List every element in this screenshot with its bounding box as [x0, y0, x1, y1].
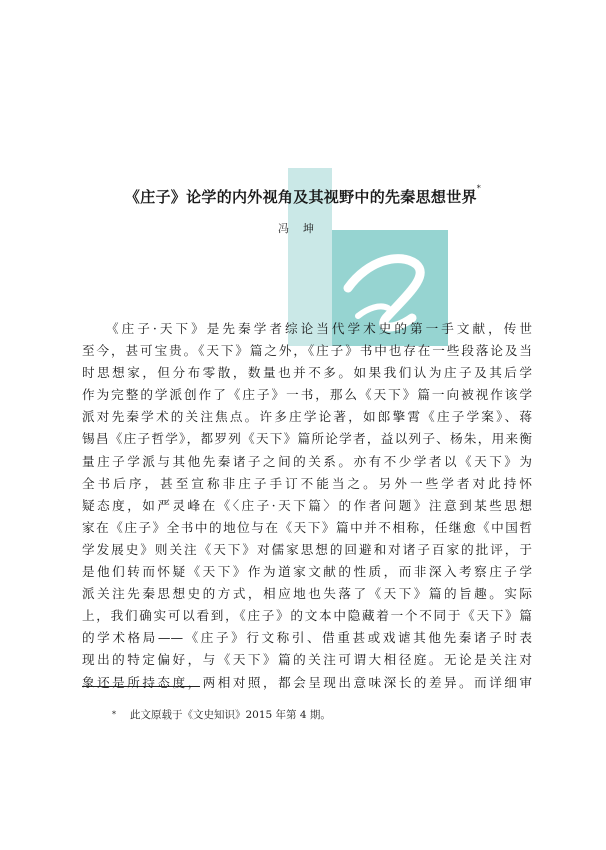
paragraph-line: 量庄子学派与其他先秦诸子之间的关系。亦有不少学者以《天下》为	[82, 453, 532, 469]
footnote	[112, 707, 331, 722]
paragraph-line: 至今，甚可宝贵。《天下》篇之外，《庄子》书中也存在一些段落论及当	[82, 343, 532, 359]
paragraph-line: 上，我们确实可以看到，《庄子》的文本中隐藏着一个不同于《天下》篇	[82, 608, 532, 624]
paragraph-line: 疑态度，如严灵峰在《〈庄子·天下篇〉的作者问题》注意到某些思想	[82, 497, 532, 513]
paragraph-line: 时思想家，但分布零散，数量也并不多。如果我们认为庄子及其后学	[82, 365, 532, 381]
paragraph-line: 派对先秦学术的关注焦点。许多庄学论著，如郎擎霄《庄子学案》、蒋	[82, 409, 532, 425]
title-note-mark: *	[476, 184, 482, 193]
paragraph-line: 《庄子·天下》是先秦学者综论当代学术史的第一手文献，传世	[106, 321, 532, 336]
author-name: 冯坤	[278, 222, 328, 235]
paragraph-line: 作为完整的学派创作了《庄子》一书，那么《天下》篇一向被视作该学	[82, 387, 532, 403]
footnote-mark: *	[112, 710, 116, 719]
paragraph-line: 锡昌《庄子哲学》，都罗列《天下》篇所论学者，益以列子、杨朱，用来衡	[82, 431, 532, 447]
paragraph-line: 学发展史》则关注《天下》对儒家思想的回避和对诸子百家的批评，于	[82, 541, 532, 557]
body-paragraph	[82, 318, 532, 694]
paragraph-line: 是他们转而怀疑《天下》作为道家文献的性质，而非深入考察庄子学	[82, 564, 532, 580]
paragraph-line: 象还是所持态度，两相对照，都会呈现出意味深长的差异。而详细审	[82, 674, 532, 690]
article-title	[60, 186, 546, 207]
paragraph-line: 派关注先秦思想史的方式，相应地也失落了《天下》篇的旨趣。实际	[82, 586, 532, 602]
footnote-text: 此文原载于《文史知识》2015 年第 4 期。	[130, 709, 331, 721]
paragraph-line: 全书后序，甚至宣称非庄子手订不能当之。另外一些学者对此持怀	[82, 475, 532, 491]
paragraph-line: 现出的特定偏好，与《天下》篇的关注可谓大相径庭。无论是关注对	[82, 652, 532, 668]
article-title-text: 《庄子》论学的内外视角及其视野中的先秦思想世界	[124, 188, 477, 206]
paragraph-line: 家在《庄子》全书中的地位与在《天下》篇中并不相称，任继愈《中国哲	[82, 519, 532, 535]
paragraph-line: 的学术格局——《庄子》行文称引、借重甚或戏谑其他先秦诸子时表	[82, 630, 532, 646]
